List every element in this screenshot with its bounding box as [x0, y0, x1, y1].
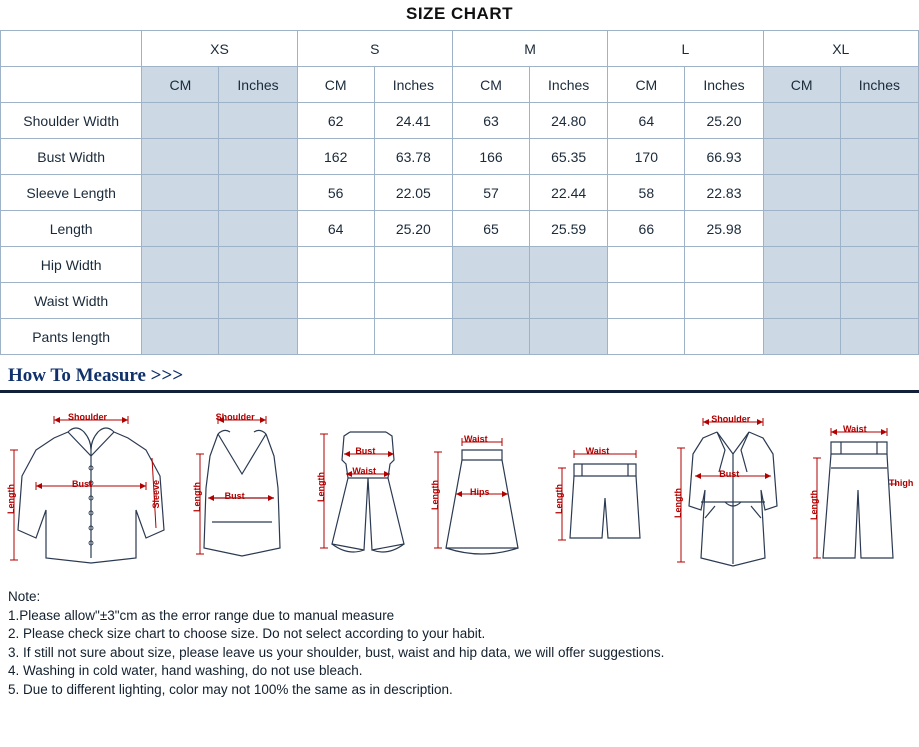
cell-hip-m-in [530, 247, 608, 283]
note-item-3: 3. If still not sure about size, please leave us your shoulder, bust, waist and hip data, we will offer suggestions. [8, 644, 665, 660]
label-shoulder: Shoulder [68, 412, 108, 422]
label-waist: Waist [463, 434, 488, 444]
cell-pants-m-in [530, 319, 608, 355]
table-row [1, 211, 919, 247]
cell-pants-xs-cm [142, 319, 219, 355]
label-length: Length [316, 472, 327, 502]
cell-hip-xs-cm [142, 247, 219, 283]
cell-bust-xl-cm [763, 139, 840, 175]
table-corner [1, 31, 142, 67]
size-header-xs: XS [142, 31, 297, 67]
label-shoulder: Shoulder [711, 414, 751, 424]
label-shoulder: Shoulder [215, 412, 255, 422]
cell-bust-l-cm: 170 [608, 139, 685, 175]
label-bust: Bust [224, 491, 245, 501]
figure-skirt [422, 398, 542, 578]
cell-waist-s-cm [297, 283, 374, 319]
cell-sleeve-m-cm: 57 [452, 175, 529, 211]
cell-shoulder-m-cm: 63 [452, 103, 529, 139]
cell-sleeve-xl-in [840, 175, 918, 211]
cell-pants-s-cm [297, 319, 374, 355]
cell-shoulder-l-in: 25.20 [685, 103, 763, 139]
measurement-figures [0, 393, 919, 578]
cell-length-m-in: 25.59 [530, 211, 608, 247]
figure-tank-top [180, 398, 305, 578]
cell-bust-s-in: 63.78 [374, 139, 452, 175]
cell-pants-xl-cm [763, 319, 840, 355]
cell-waist-xs-cm [142, 283, 219, 319]
label-thigh: Thigh [888, 478, 914, 488]
table-row [1, 103, 919, 139]
figure-shorts [546, 398, 664, 578]
cell-sleeve-xs-in [219, 175, 297, 211]
cell-length-s-in: 25.20 [374, 211, 452, 247]
label-sleeve: Sleeve [151, 480, 161, 509]
cell-shoulder-m-in: 24.80 [530, 103, 608, 139]
cell-sleeve-xs-cm [142, 175, 219, 211]
row-label-hip-width: Hip Width [1, 247, 142, 283]
unit-s-cm: CM [297, 67, 374, 103]
how-to-measure-section [0, 363, 919, 578]
size-header-s: S [297, 31, 452, 67]
cell-length-s-cm: 64 [297, 211, 374, 247]
unit-m-inches: Inches [530, 67, 608, 103]
label-waist: Waist [842, 424, 867, 434]
cell-shoulder-xl-cm [763, 103, 840, 139]
cell-sleeve-l-cm: 58 [608, 175, 685, 211]
label-length: Length [553, 484, 564, 514]
note-item-2: 2. Please check size chart to choose size. Do not select according to your habit. [8, 626, 486, 641]
cell-bust-xs-in [219, 139, 297, 175]
label-length: Length [191, 482, 202, 512]
notes-section [0, 578, 919, 699]
cell-length-l-in: 25.98 [685, 211, 763, 247]
row-label-waist-width: Waist Width [1, 283, 142, 319]
cell-sleeve-s-cm: 56 [297, 175, 374, 211]
cell-sleeve-xl-cm [763, 175, 840, 211]
cell-hip-l-in [685, 247, 763, 283]
cell-length-m-cm: 65 [452, 211, 529, 247]
how-to-measure-heading: How To Measure >>> [8, 365, 184, 386]
cell-length-l-cm: 66 [608, 211, 685, 247]
cell-waist-l-in [685, 283, 763, 319]
cell-pants-xl-in [840, 319, 918, 355]
size-chart-table [0, 30, 919, 355]
unit-xl-inches: Inches [840, 67, 918, 103]
label-bust: Bust [72, 479, 92, 489]
label-bust: Bust [355, 446, 376, 456]
table-header-units [1, 67, 919, 103]
cell-shoulder-s-in: 24.41 [374, 103, 452, 139]
note-item-1: 1.Please allow"±3"cm as the error range due to manual measure [8, 607, 395, 623]
cell-length-xs-cm [142, 211, 219, 247]
cell-shoulder-xl-in [840, 103, 918, 139]
cell-bust-l-in: 66.93 [685, 139, 763, 175]
figure-skirt-set [308, 398, 418, 578]
row-label-length: Length [1, 211, 142, 247]
cell-hip-l-cm [608, 247, 685, 283]
row-label-bust-width: Bust Width [1, 139, 142, 175]
label-bust: Bust [719, 469, 740, 479]
unit-xl-cm: CM [763, 67, 840, 103]
cell-hip-xs-in [219, 247, 297, 283]
table-row [1, 319, 919, 355]
table-row [1, 247, 919, 283]
cell-waist-xl-in [840, 283, 918, 319]
unit-l-inches: Inches [685, 67, 763, 103]
table-corner-2 [1, 67, 142, 103]
cell-bust-m-cm: 166 [452, 139, 529, 175]
label-waist: Waist [352, 466, 376, 476]
cell-pants-l-cm [608, 319, 685, 355]
cell-shoulder-xs-cm [142, 103, 219, 139]
coat-diagram [667, 398, 797, 578]
note-item-5: 5. Due to different lighting, color may not 100% the same as in description. [8, 681, 453, 697]
label-waist: Waist [585, 446, 610, 456]
cell-hip-s-in [374, 247, 452, 283]
unit-l-cm: CM [608, 67, 685, 103]
cell-bust-s-cm: 162 [297, 139, 374, 175]
unit-xs-cm: CM [142, 67, 219, 103]
cell-hip-s-cm [297, 247, 374, 283]
row-label-sleeve-length: Sleeve Length [1, 175, 142, 211]
cell-length-xs-in [219, 211, 297, 247]
cell-shoulder-xs-in [219, 103, 297, 139]
label-length: Length [673, 488, 684, 518]
unit-m-cm: CM [452, 67, 529, 103]
label-length: Length [429, 480, 440, 510]
note-item-4: 4. Washing in cold water, hand washing, do not use bleach. [8, 663, 363, 678]
cell-pants-xs-in [219, 319, 297, 355]
cell-bust-xl-in [840, 139, 918, 175]
cell-waist-m-in [530, 283, 608, 319]
cell-waist-m-cm [452, 283, 529, 319]
cell-waist-xs-in [219, 283, 297, 319]
row-label-shoulder-width: Shoulder Width [1, 103, 142, 139]
cell-shoulder-l-cm: 64 [608, 103, 685, 139]
unit-s-inches: Inches [374, 67, 452, 103]
table-header-sizes [1, 31, 919, 67]
cell-pants-m-cm [452, 319, 529, 355]
table-row [1, 175, 919, 211]
table-row [1, 139, 919, 175]
cell-waist-s-in [374, 283, 452, 319]
size-header-m: M [452, 31, 607, 67]
unit-xs-inches: Inches [219, 67, 297, 103]
cell-shoulder-s-cm: 62 [297, 103, 374, 139]
notes-heading: Note: [8, 589, 41, 604]
cell-sleeve-l-in: 22.83 [685, 175, 763, 211]
page-title: SIZE CHART [406, 4, 513, 23]
cell-hip-xl-in [840, 247, 918, 283]
cell-sleeve-s-in: 22.05 [374, 175, 452, 211]
label-length: Length [808, 490, 819, 520]
cell-length-xl-cm [763, 211, 840, 247]
cell-hip-xl-cm [763, 247, 840, 283]
cell-hip-m-cm [452, 247, 529, 283]
cell-length-xl-in [840, 211, 918, 247]
cell-waist-l-cm [608, 283, 685, 319]
figure-pants [801, 398, 913, 578]
size-header-l: L [608, 31, 763, 67]
cell-bust-m-in: 65.35 [530, 139, 608, 175]
cell-pants-l-in [685, 319, 763, 355]
label-length: Length [6, 484, 16, 514]
size-header-xl: XL [763, 31, 918, 67]
label-hips: Hips [469, 487, 490, 497]
cell-waist-xl-cm [763, 283, 840, 319]
figure-coat [667, 398, 797, 578]
cell-bust-xs-cm [142, 139, 219, 175]
cell-pants-s-in [374, 319, 452, 355]
cell-sleeve-m-in: 22.44 [530, 175, 608, 211]
table-row [1, 283, 919, 319]
row-label-pants-length: Pants length [1, 319, 142, 355]
figure-blouse [6, 398, 176, 578]
